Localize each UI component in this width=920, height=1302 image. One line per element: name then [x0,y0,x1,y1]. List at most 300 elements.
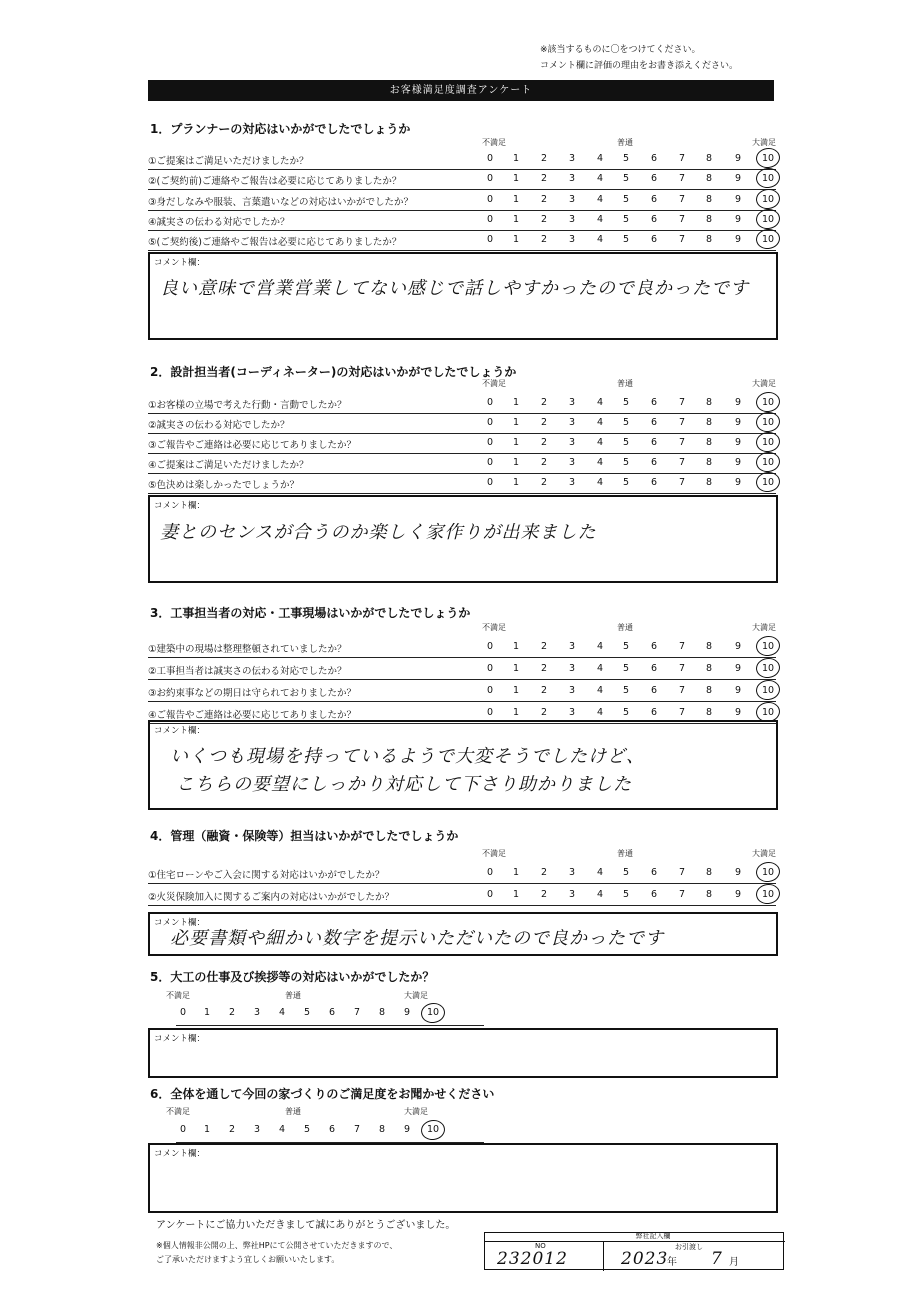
selection-circle [420,1118,447,1141]
scale-option: 0 [486,153,494,164]
selection-circle [755,410,782,433]
scale-option: 5 [622,173,630,185]
scale-option: 4 [596,173,604,185]
scale-option: 3 [568,477,576,488]
scale-option: 1 [512,193,520,205]
selection-circle [755,678,782,701]
selection-circle [755,634,782,657]
scale-option: 4 [596,889,604,900]
scale-option: 3 [568,437,576,448]
selection-circle [755,146,782,169]
scale-option: 7 [678,663,686,674]
scale-option: 2 [540,663,548,674]
scale-option: 9 [734,889,742,900]
scale-label-mid: 普通 [617,379,633,388]
scale-option: 2 [540,477,548,488]
scale-label-mid: 普通 [617,623,633,632]
scale-option: 0 [486,867,494,878]
scale-option: 10 [761,437,775,448]
handover-year: 2023 [621,1249,669,1269]
question-label: ②(ご契約前)ご連絡やご報告は必要に応じてありましたか？ [148,176,402,188]
scale-option: 4 [596,397,604,408]
scale-option: 1 [512,685,520,696]
scale-option: 6 [650,173,658,185]
scale-option: 10 [761,153,775,164]
scale-option: 5 [622,397,630,408]
scale-option: 10 [761,417,775,428]
scale-label-mid: 普通 [285,991,301,1000]
scale-option: 5 [622,685,630,696]
question-label: ⑤色決めは楽しかったでしょうか？ [148,480,300,491]
scale-label-high: 大満足 [752,623,776,632]
scale-option: 4 [596,457,604,468]
scale-option: 2 [540,173,548,185]
scale-option: 9 [734,685,742,696]
scale-option: 4 [596,193,604,205]
scale-option: 5 [622,153,630,164]
scale-option: 2 [540,213,548,225]
question-label: ④誠実さの伝わる対応でしたか？ [148,216,290,228]
section-title: 5．大工の仕事及び挨拶等の対応はいかがでしたか？ [150,970,435,984]
no-label: NO [535,1242,546,1250]
scale-option: 0 [486,477,494,488]
scale-option: 10 [761,477,775,488]
scale-option: 1 [512,477,520,488]
question-label: ①住宅ローンやご入会に関する対応はいかがでしたか？ [148,870,385,881]
scale-option: 6 [650,707,658,718]
question-label: ④ご報告やご連絡は必要に応じてありましたか？ [148,710,357,721]
question-label: ①建築中の現場は整理整頓されていましたか？ [148,644,347,655]
scale-option: 3 [253,1007,261,1018]
question-row [148,414,776,434]
scale-option: 1 [512,867,520,878]
scale-option: 3 [568,457,576,468]
instruction-note-2: コメント欄に評価の理由をお書き添えください。 [540,61,739,71]
scale-option: 6 [650,641,658,652]
question-row [148,638,776,658]
scale-option: 2 [540,889,548,900]
scale-option: 6 [328,1124,336,1135]
scale-option: 8 [705,663,713,674]
scale-option: 4 [596,417,604,428]
scale-option: 8 [378,1007,386,1018]
question-label: ②工事担当者は誠実さの伝わる対応でしたか？ [148,666,347,677]
scale-option: 5 [622,193,630,205]
question-label: ⑤(ご契約後)ご連絡やご報告は必要に応じてありましたか？ [148,237,402,249]
selection-circle [755,450,782,473]
scale-option: 8 [705,889,713,900]
scale-option: 2 [540,417,548,428]
office-use-divider [485,1241,785,1242]
scale-option: 6 [650,193,658,205]
question-label: ③お約束事などの期日は守られておりましたか？ [148,688,357,699]
section-title: 1．プランナーの対応はいかがでしたでしょうか [150,122,411,136]
scale-option: 8 [705,437,713,448]
scale-option: 4 [596,641,604,652]
scale-option: 8 [705,707,713,718]
scale-label-mid: 普通 [617,138,633,147]
question-row [148,394,776,414]
scale-option: 5 [622,457,630,468]
scale-option: 0 [486,663,494,674]
scale-option: 9 [734,477,742,488]
question-label: ②火災保険加入に関するご案内の対応はいかがでしたか？ [148,892,395,903]
scale-option: 8 [705,457,713,468]
scale-option: 10 [761,867,775,878]
comment-label: コメント欄： [154,258,206,268]
scale-option: 10 [761,193,775,205]
scale-option: 3 [568,685,576,696]
scale-option: 9 [403,1007,411,1018]
scale-option: 6 [328,1007,336,1018]
scale-label-low: 不満足 [166,1107,190,1116]
scale-option: 4 [596,153,604,164]
scale-label-mid: 普通 [285,1107,301,1116]
question-row [148,474,776,494]
scale-option: 2 [540,867,548,878]
scale-label-high: 大満足 [404,991,428,1000]
section-title: 4．管理（融資・保険等）担当はいかがでしたでしょうか [150,829,459,843]
scale-option: 8 [705,417,713,428]
year-suffix: 年 [667,1257,677,1268]
scale-option: 2 [540,641,548,652]
scale-option: 7 [678,437,686,448]
scale-option: 8 [705,153,713,164]
scale-option: 3 [568,193,576,205]
scale-option: 4 [596,663,604,674]
scale-label-mid: 普通 [617,849,633,858]
scale-option: 1 [512,641,520,652]
scale-option: 1 [512,213,520,225]
scale-option: 5 [622,641,630,652]
scale-option: 0 [486,707,494,718]
question-row [148,660,776,680]
question-label: ④ご提案はご満足いただけましたか？ [148,460,309,471]
question-row [148,231,776,251]
privacy-note-1: ※個人情報非公開の上、弊社HPにて公開させていただきますので、 [156,1241,398,1250]
scale-option: 7 [353,1007,361,1018]
scale-option: 4 [596,707,604,718]
scale-label-low: 不満足 [166,991,190,1000]
scale-option: 10 [761,397,775,408]
scale-option: 10 [761,173,775,185]
month-suffix: 月 [729,1257,739,1268]
instruction-note-1: ※該当するものに〇をつけてください。 [540,45,701,55]
scale-option: 5 [622,213,630,225]
scale-option: 3 [568,663,576,674]
handover-label: お引渡し [675,1243,703,1251]
scale-option: 4 [596,213,604,225]
scale-option: 3 [568,153,576,164]
scale-option: 8 [705,213,713,225]
scale-option: 3 [568,417,576,428]
scale-option: 6 [650,477,658,488]
question-label: ①ご提案はご満足いただけましたか？ [148,156,309,167]
scale-option: 7 [678,867,686,878]
scale-option: 1 [512,153,520,164]
scale-option: 2 [228,1124,236,1135]
scale-option: 0 [486,685,494,696]
scale-option: 3 [568,397,576,408]
scale-option: 6 [650,663,658,674]
scale-option: 2 [540,153,548,164]
scale-option: 0 [486,437,494,448]
scale-option: 0 [486,234,494,246]
scale-option: 2 [540,397,548,408]
scale-option: 7 [678,641,686,652]
scale-option: 6 [650,397,658,408]
scale-option: 1 [512,234,520,246]
scale-option: 4 [596,437,604,448]
scale-option: 0 [179,1124,187,1135]
selection-circle [755,390,782,413]
scale-option: 7 [678,685,686,696]
comment-label: コメント欄： [154,501,206,511]
scale-label-low: 不満足 [482,379,506,388]
scale-option: 8 [705,193,713,205]
scale-option: 2 [540,193,548,205]
scale-label-high: 大満足 [752,379,776,388]
question-row [148,170,776,190]
scale-option: 6 [650,437,658,448]
scale-option: 9 [734,707,742,718]
scale-option: 9 [734,153,742,164]
scale-option: 4 [278,1124,286,1135]
scale-option: 7 [678,234,686,246]
scale-option: 1 [512,889,520,900]
scale-option: 9 [734,397,742,408]
question-row [148,191,776,211]
scale-option: 7 [678,457,686,468]
scale-option: 0 [486,397,494,408]
scale-option: 7 [678,707,686,718]
scale-option: 7 [678,397,686,408]
scale-option: 5 [622,234,630,246]
form-title: お客様満足度調査アンケート [148,80,774,101]
scale-option: 2 [540,234,548,246]
scale-option: 10 [761,889,775,900]
scale-option: 3 [568,889,576,900]
question-row [148,454,776,474]
scale-option: 0 [486,457,494,468]
scale-option: 9 [403,1124,411,1135]
scale-option: 3 [253,1124,261,1135]
handwritten-comment: 良い意味で営業営業してない感じで話しやすかったので良かったです [160,278,749,299]
scale-option: 9 [734,417,742,428]
scale-option: 4 [596,477,604,488]
scale-option: 3 [568,213,576,225]
comment-label: コメント欄： [154,1034,206,1044]
scale-option: 5 [303,1007,311,1018]
scale-option: 0 [486,889,494,900]
scale-option: 4 [596,867,604,878]
scale-option: 1 [512,707,520,718]
scale-option: 5 [622,867,630,878]
scale-option: 9 [734,437,742,448]
scale-label-low: 不満足 [482,138,506,147]
question-label: ③身だしなみや服装、言葉遣いなどの対応はいかがでしたか？ [148,196,414,208]
selection-circle [755,656,782,679]
scale-option: 6 [650,457,658,468]
selection-circle [755,228,782,251]
scale-option: 7 [678,417,686,428]
scale-option: 9 [734,193,742,205]
scale-option: 10 [761,213,775,225]
scale-option: 6 [650,153,658,164]
section-title: 6．全体を通して今回の家づくりのご満足度をお聞かせください [150,1087,495,1101]
scale-option: 0 [486,641,494,652]
comment-label: コメント欄： [154,726,206,736]
scale-option: 5 [622,437,630,448]
question-row [148,150,776,170]
scale-option: 7 [678,173,686,185]
scale-option: 7 [678,889,686,900]
office-use-col-divider [603,1241,604,1271]
scale-option: 6 [650,685,658,696]
scale-option: 5 [622,477,630,488]
no-value: 232012 [497,1249,568,1269]
scale-option: 7 [678,153,686,164]
section-title: 3．工事担当者の対応・工事現場はいかがでしたでしょうか [150,606,471,620]
handwritten-comment: 妻とのセンスが合うのか楽しく家作りが出来ました [160,522,597,543]
scale-option: 10 [761,685,775,696]
selection-circle [755,207,782,230]
scale-option: 10 [761,707,775,718]
section-title: 2．設計担当者(コーディネーター)の対応はいかがでしたでしょうか [150,365,517,379]
scale-option: 2 [228,1007,236,1018]
scale-label-high: 大満足 [752,849,776,858]
selection-circle [755,470,782,493]
question-label: ②誠実さの伝わる対応でしたか？ [148,420,290,431]
scale-option: 3 [568,867,576,878]
scale-option: 8 [378,1124,386,1135]
comment-box [148,1028,778,1078]
scale-option: 0 [179,1007,187,1018]
selection-circle [755,167,782,190]
scale-option: 3 [568,707,576,718]
question-row [148,682,776,702]
privacy-note-2: ご了承いただけますよう宜しくお願いいたします。 [156,1255,340,1264]
scale-option: 6 [650,889,658,900]
scale-option: 2 [540,437,548,448]
scale-option: 6 [650,867,658,878]
question-label: ①お客様の立場で考えた行動・言動でしたか？ [148,400,347,411]
scale-option: 10 [761,457,775,468]
scale-option: 8 [705,397,713,408]
question-label: ③ご報告やご連絡は必要に応じてありましたか？ [148,440,357,451]
handwritten-comment: 必要書類や細かい数字を提示いただいたので良かったです [170,928,664,949]
scale-option: 8 [705,641,713,652]
scale-option: 9 [734,641,742,652]
handwritten-comment: こちらの要望にしっかり対応して下さり助かりました [176,774,632,795]
scale-option: 5 [622,889,630,900]
scale-option: 10 [761,234,775,246]
scale-option: 10 [761,641,775,652]
scale-option: 3 [568,641,576,652]
scale-option: 3 [568,234,576,246]
scale-option: 1 [203,1007,211,1018]
office-use-box [484,1232,784,1270]
scale-option: 0 [486,173,494,185]
scale-option: 8 [705,685,713,696]
scale-option: 9 [734,663,742,674]
question-row [148,864,776,884]
question-row [148,434,776,454]
scale-option: 0 [486,417,494,428]
scale-option: 7 [678,193,686,205]
scale-option: 1 [512,417,520,428]
scale-label-high: 大満足 [752,138,776,147]
scale-option: 1 [512,437,520,448]
scale-option: 6 [650,417,658,428]
scale-option: 2 [540,457,548,468]
selection-circle [420,1001,447,1024]
scale-option: 5 [622,663,630,674]
scale-option: 1 [512,173,520,185]
scale-option: 0 [486,193,494,205]
handwritten-comment: いくつも現場を持っているようで大変そうでしたけど、 [170,746,645,767]
scale-option: 9 [734,867,742,878]
question-row [148,886,776,906]
scale-option: 7 [353,1124,361,1135]
comment-label: コメント欄： [154,1149,206,1159]
selection-circle [755,882,782,905]
scale-option: 8 [705,173,713,185]
scale-option: 7 [678,477,686,488]
question-row [148,211,776,231]
scale-option: 1 [512,663,520,674]
scale-label-low: 不満足 [482,849,506,858]
scale-option: 9 [734,173,742,185]
scale-option: 2 [540,685,548,696]
scale-option: 1 [512,457,520,468]
scale-option: 9 [734,213,742,225]
scale-option: 6 [650,213,658,225]
scale-option: 3 [568,173,576,185]
comment-label: コメント欄： [154,918,206,928]
scale-option: 5 [622,417,630,428]
scale-option: 10 [761,663,775,674]
scale-option: 9 [734,457,742,468]
scale-label-low: 不満足 [482,623,506,632]
thanks-text: アンケートにご協力いただきまして誠にありがとうございました。 [156,1220,456,1231]
scale-option: 4 [278,1007,286,1018]
scale-option: 10 [426,1124,440,1135]
scale-option: 7 [678,213,686,225]
scale-option: 10 [426,1007,440,1018]
handover-month: 7 [711,1249,723,1269]
scale-option: 4 [596,234,604,246]
scale-option: 0 [486,213,494,225]
scale-option: 1 [203,1124,211,1135]
scale-option: 4 [596,685,604,696]
office-use-label: 弊社記入欄 [635,1232,671,1240]
scale-option: 9 [734,234,742,246]
scale-option: 6 [650,234,658,246]
scale-option: 8 [705,867,713,878]
scale-underline [176,1025,484,1026]
scale-option: 5 [622,707,630,718]
scale-option: 2 [540,707,548,718]
selection-circle [755,187,782,210]
scale-label-high: 大満足 [404,1107,428,1116]
comment-box [148,1143,778,1213]
selection-circle [755,860,782,883]
scale-option: 8 [705,477,713,488]
scale-option: 5 [303,1124,311,1135]
scale-option: 8 [705,234,713,246]
scale-option: 1 [512,397,520,408]
